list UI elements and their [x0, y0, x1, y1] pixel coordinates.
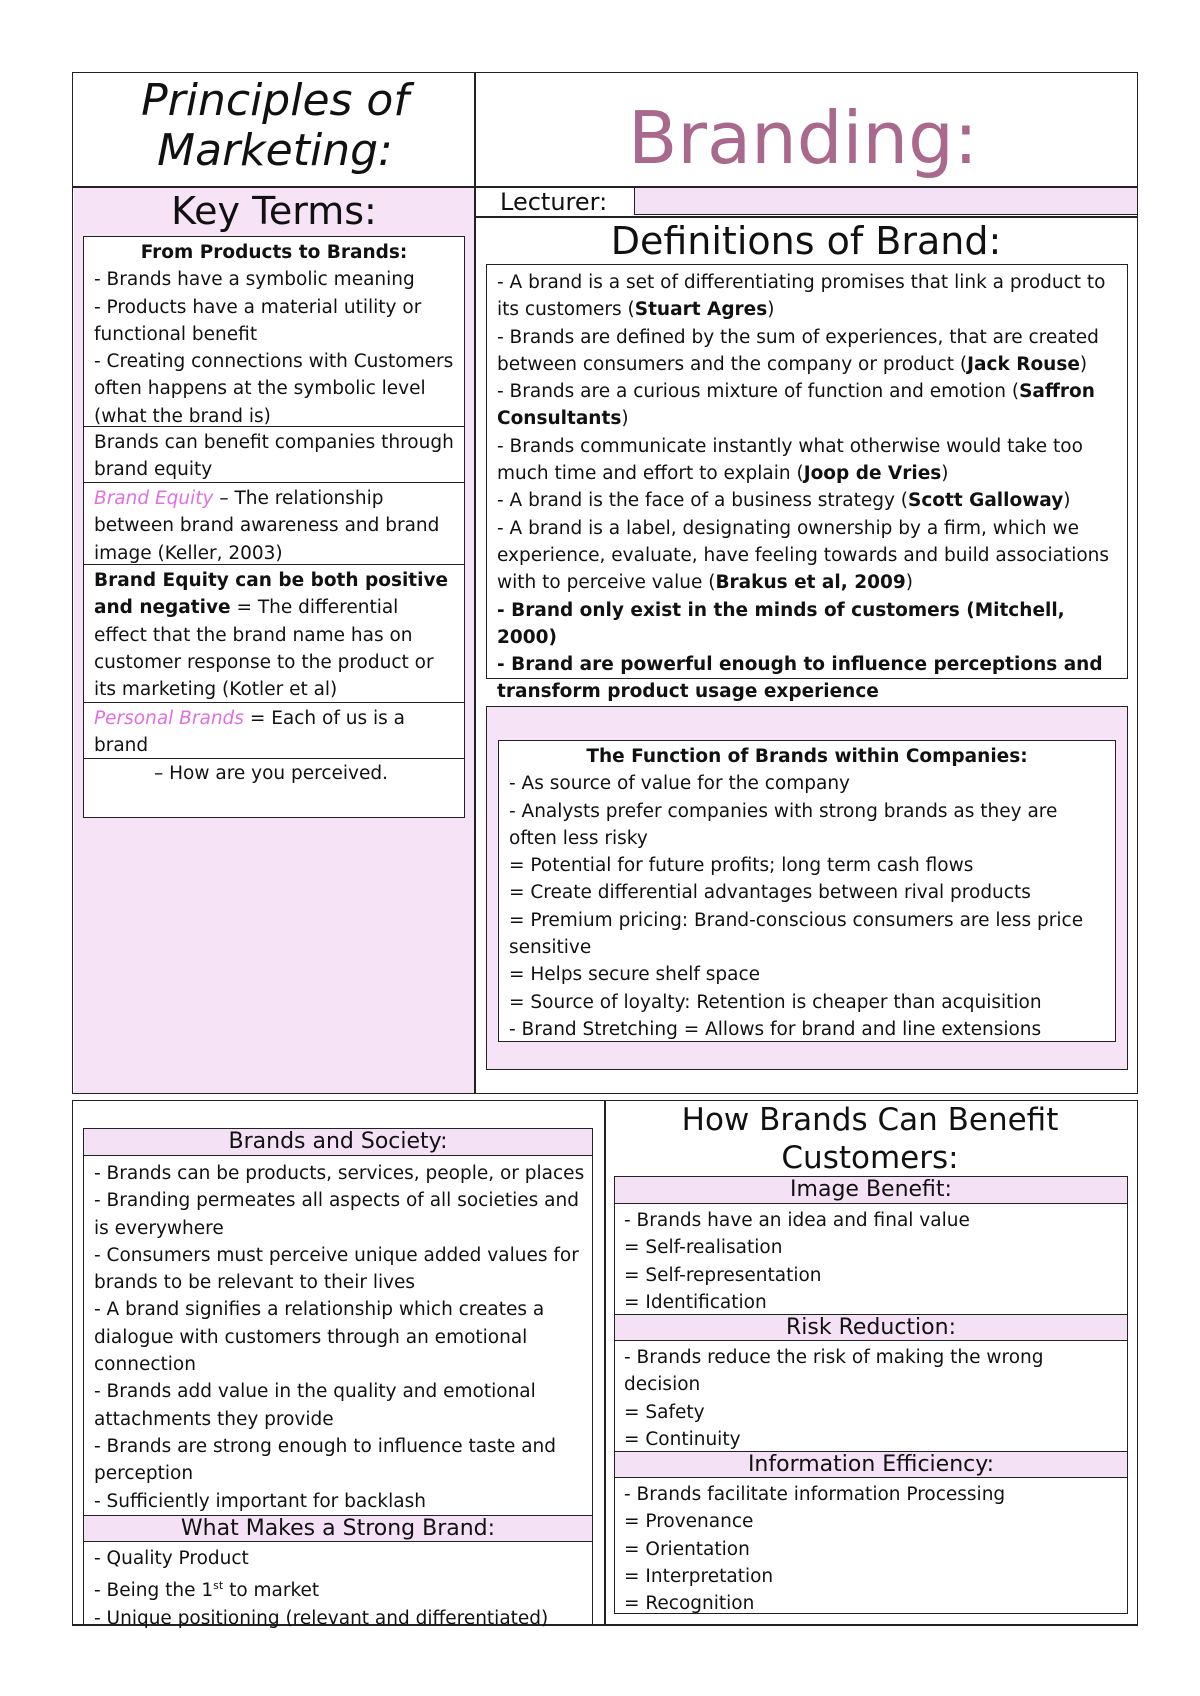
- function-line: = Premium pricing: Brand-conscious consumers are less price sensitive: [509, 909, 1084, 959]
- key-terms-box: [83, 236, 465, 818]
- society-heading: Brands and Society:: [84, 1129, 592, 1156]
- definitions-box: [486, 264, 1128, 703]
- society-line: - Brands add value in the quality and emotional attachments they provide: [94, 1381, 536, 1430]
- definition-item: - Brands are defined by the sum of experiences, that are created between consumers and the company or product (Jack Rouse): [497, 326, 1099, 375]
- personal-brands-term: Personal Brands: [94, 708, 244, 729]
- image-benefit-line: = Identification: [624, 1291, 767, 1313]
- subject-title: Principles of Marketing:: [141, 75, 409, 176]
- function-line: - Brand Stretching = Allows for brand and line extensions: [509, 1018, 1042, 1040]
- definition-item: - A brand is the face of a business strategy (Scott Galloway): [497, 490, 1071, 512]
- from-products-cell: [84, 237, 464, 427]
- definition-bold-item: - Brand are powerful enough to influence perceptions and transform product usage experience: [497, 654, 1103, 703]
- strong-brand-line: - Quality Product: [94, 1548, 249, 1569]
- image-benefit-heading: Image Benefit:: [615, 1177, 1127, 1204]
- equity-sign-bold: Brand Equity can be both positive and negative: [94, 570, 449, 619]
- benefit-text: Brands can benefit companies through brand equity: [94, 432, 454, 481]
- from-products-line: - Creating connections with Customers often happens at the symbolic level (what the brand is): [94, 351, 454, 427]
- definition-item: - A brand is a label, designating ownership by a firm, which we experience, evaluate, have feeling towards and build associations with to perceive value (Brakus et al, 2009): [497, 517, 1110, 594]
- information-efficiency-line: = Provenance: [624, 1511, 754, 1533]
- society-line: - Brands are strong enough to influence taste and perception: [94, 1435, 557, 1485]
- definition-item: - Brands communicate instantly what otherwise would take too much time and effort to explain (Joop de Vries): [497, 435, 1083, 485]
- information-efficiency-line: - Brands facilitate information Processing: [624, 1484, 1006, 1505]
- strong-brand-heading: What Makes a Strong Brand:: [84, 1515, 592, 1542]
- definition-item: - A brand is a set of differentiating promises that link a product to its customers (Stuart Agres): [497, 272, 1106, 321]
- personal-brands-cell: [84, 703, 464, 784]
- society-line: - Brands can be products, services, people, or places: [94, 1163, 585, 1184]
- society-line: - Consumers must perceive unique added values for brands to be relevant to their lives: [94, 1244, 579, 1294]
- lecturer-field: [634, 188, 1137, 215]
- function-box: [498, 740, 1116, 1042]
- definitions-title: Definitions of Brand:: [610, 219, 1002, 263]
- information-efficiency-heading: Information Efficiency:: [615, 1451, 1127, 1478]
- function-line: = Helps secure shelf space: [509, 964, 761, 986]
- function-line: = Source of loyalty: Retention is cheaper than acquisition: [509, 991, 1042, 1013]
- strong-brand-line: - Being the 1st to market: [94, 1579, 320, 1602]
- society-line: - Sufficiently important for backlash: [94, 1490, 426, 1512]
- image-benefit-line: = Self-representation: [624, 1264, 822, 1286]
- risk-reduction-line: - Brands reduce the risk of making the wrong decision: [624, 1347, 1044, 1396]
- function-line: - Analysts prefer companies with strong brands as they are often less risky: [509, 800, 1058, 849]
- key-terms-title: Key Terms:: [171, 189, 377, 233]
- benefit-cell: [84, 427, 464, 483]
- society-line: - Branding permeates all aspects of all societies and is everywhere: [94, 1190, 579, 1239]
- society-body: [94, 1160, 586, 1515]
- risk-reduction-line: = Continuity: [624, 1428, 741, 1450]
- society-line: - A brand signifies a relationship which creates a dialogue with customers through an emotional connection: [94, 1299, 545, 1376]
- image-benefit-line: = Self-realisation: [624, 1237, 783, 1259]
- equity-sign-rest: = The differential effect that the brand name has on customer response to the product or its marketing (Kotler et al): [94, 597, 434, 701]
- topic-title: Branding:: [628, 96, 979, 180]
- strong-brand-line: - Unique positioning (relevant and differentiated): [94, 1607, 549, 1629]
- equity-sign-cell: [84, 565, 464, 703]
- lecturer-label: Lecturer:: [500, 188, 608, 216]
- information-efficiency-line: = Interpretation: [624, 1565, 774, 1587]
- brand-equity-definition: – The relationship between brand awareness and brand image (Keller, 2003): [94, 488, 440, 564]
- risk-reduction-line: = Safety: [624, 1401, 705, 1423]
- bottom-vertical-divider: [604, 1100, 606, 1626]
- from-products-line: - Brands have a symbolic meaning: [94, 269, 415, 291]
- customers-title: How Brands Can Benefit Customers:: [681, 1102, 1059, 1176]
- information-efficiency-line: = Orientation: [624, 1538, 750, 1560]
- brand-equity-term: Brand Equity: [94, 488, 214, 509]
- brand-equity-cell: [84, 483, 464, 565]
- definition-bold-item: - Brand only exist in the minds of customers (Mitchell, 2000): [497, 599, 1065, 648]
- from-products-heading: From Products to Brands:: [140, 242, 408, 263]
- definition-item: - Brands are a curious mixture of function and emotion (Saffron Consultants): [497, 381, 1095, 430]
- personal-brands-line2: – How are you perceived.: [154, 762, 389, 784]
- function-line: = Potential for future profits; long term cash flows: [509, 855, 974, 877]
- image-benefit-line: - Brands have an idea and final value: [624, 1210, 970, 1231]
- strong-brand-body: [94, 1545, 586, 1632]
- risk-reduction-heading: Risk Reduction:: [615, 1314, 1127, 1341]
- image-benefit-body: [624, 1207, 1124, 1316]
- from-products-line: - Products have a material utility or functional benefit: [94, 296, 422, 345]
- personal-brands-line1: = Each of us is a brand: [94, 708, 405, 757]
- information-efficiency-line: = Recognition: [624, 1593, 755, 1615]
- function-heading: The Function of Brands within Companies:: [586, 746, 1028, 767]
- function-line: = Create differential advantages between rival products: [509, 882, 1031, 904]
- function-line: - As source of value for the company: [509, 773, 850, 795]
- information-efficiency-body: [624, 1481, 1124, 1617]
